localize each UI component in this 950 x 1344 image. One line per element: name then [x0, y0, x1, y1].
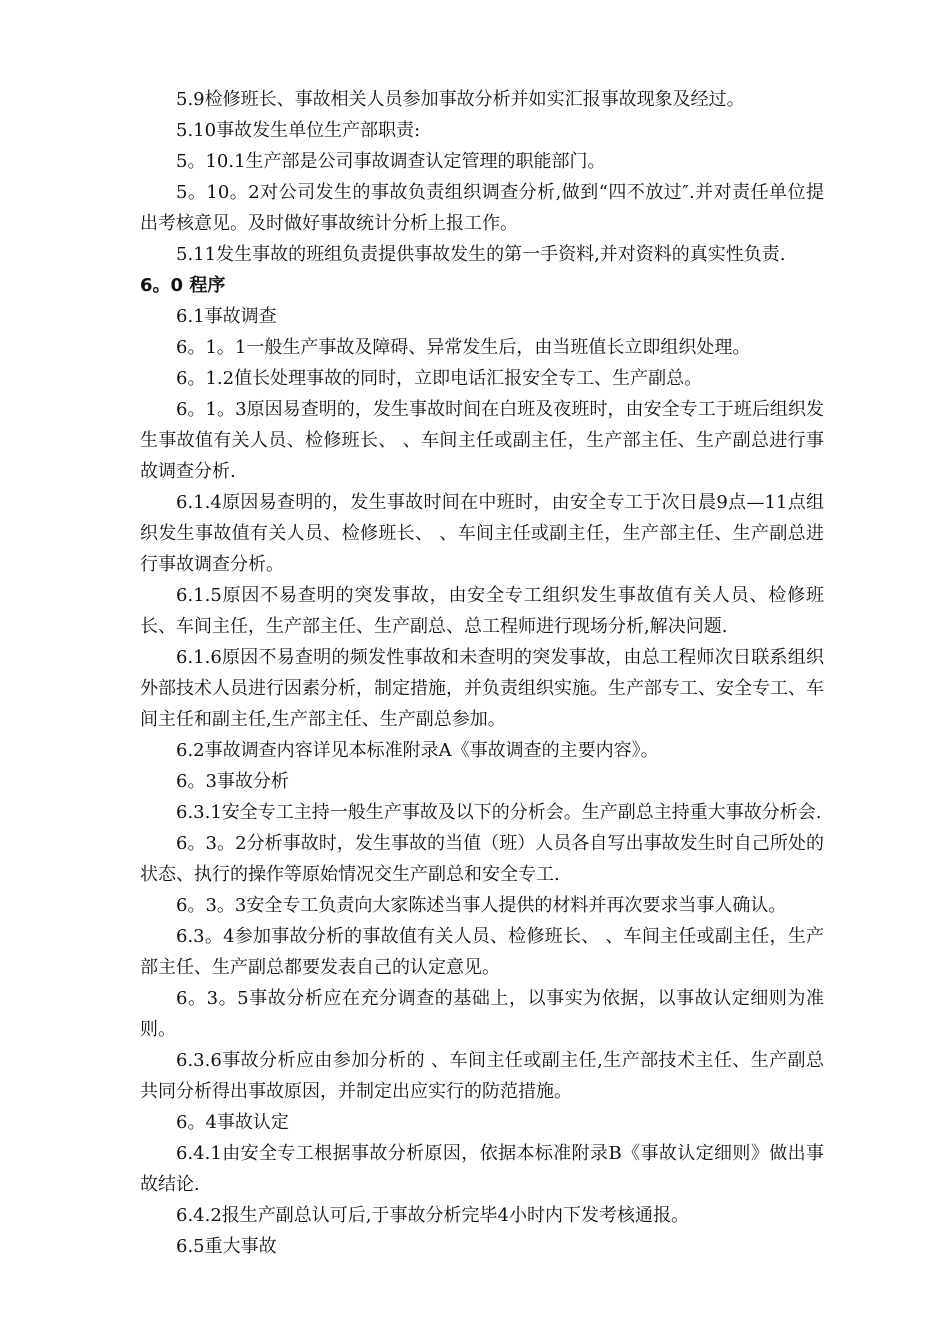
paragraph-6-1-2: 6。1.2值长处理事故的同时，立即电话汇报安全专工、生产副总。: [176, 368, 703, 389]
paragraph-6-4-1: 6.4.1由安全专工根据事故分析原因，依据本标准附录B《事故认定细则》做出事故结论.: [140, 1143, 824, 1195]
paragraph-6-1: 6.1事故调查: [176, 306, 277, 327]
paragraph-6-2: 6.2事故调查内容详见本标准附录A《事故调查的主要内容》。: [176, 740, 659, 761]
paragraph-6-1-4: 6.1.4原因易查明的，发生事故时间在中班时，由安全专工于次日晨9点—11点组织发生事故值有关人员、检修班长、 、车间主任或副主任，生产部主任、生产副总进行事故调查分析。: [140, 492, 824, 575]
paragraph-6-1-5: 6.1.5原因不易查明的突发事故，由安全专工组织发生事故值有关人员、检修班长、车间主任，生产部主任、生产副总、总工程师进行现场分析,解决问题.: [140, 585, 824, 637]
paragraph-6-3-4: 6.3。4参加事故分析的事故值有关人员、检修班长、 、车间主任或副主任，生产部主任、生产副总都要发表自己的认定意见。: [140, 926, 824, 978]
paragraph-5-10: 5.10事故发生单位生产部职责:: [176, 120, 421, 141]
paragraph-5-10-2: 5。10。2对公司发生的事故负责组织调查分析,做到“四不放过″.并对责任单位提出考核意见。及时做好事故统计分析上报工作。: [140, 182, 824, 234]
paragraph-5-10-1: 5。10.1生产部是公司事故调查认定管理的职能部门。: [176, 151, 606, 172]
paragraph-6-3-5: 6。3。5事故分析应在充分调查的基础上，以事实为依据，以事故认定细则为准则。: [140, 988, 824, 1040]
paragraph-6-4-2: 6.4.2报生产副总认可后,于事故分析完毕4小时内下发考核通报。: [176, 1205, 689, 1226]
section-heading-procedure: 6。0 程序: [140, 275, 226, 296]
paragraph-6-3-3: 6。3。3安全专工负责向大家陈述当事人提供的材料并再次要求当事人确认。: [176, 895, 787, 916]
document-body: [140, 84, 824, 1262]
paragraph-5-9: 5.9检修班长、事故相关人员参加事故分析并如实汇报事故现象及经过。: [176, 89, 745, 110]
paragraph-6-1-6: 6.1.6原因不易查明的频发性事故和未查明的突发事故，由总工程师次日联系组织外部技术人员进行因素分析，制定措施，并负责组织实施。生产部专工、安全专工、车间主任和副主任,生产部主任、生产副总参加。: [140, 647, 824, 730]
paragraph-6-1-3: 6。1。3原因易查明的，发生事故时间在白班及夜班时，由安全专工于班后组织发生事故值有关人员、检修班长、 、车间主任或副主任，生产部主任、生产副总进行事故调查分析.: [140, 399, 824, 482]
paragraph-6-5: 6.5重大事故: [176, 1236, 277, 1257]
paragraph-6-3: 6。3事故分析: [176, 771, 289, 792]
paragraph-6-1-1: 6。1。1一般生产事故及障碍、异常发生后，由当班值长立即组织处理。: [176, 337, 751, 358]
paragraph-5-11: 5.11发生事故的班组负责提供事故发生的第一手资料,并对资料的真实性负责.: [176, 244, 786, 265]
paragraph-6-3-2: 6。3。2分析事故时，发生事故的当值（班）人员各自写出事故发生时自己所处的状态、执行的操作等原始情况交生产副总和安全专工.: [140, 833, 824, 885]
paragraph-6-3-6: 6.3.6事故分析应由参加分析的 、车间主任或副主任,生产部技术主任、生产副总共同分析得出事故原因，并制定出应实行的防范措施。: [140, 1050, 824, 1102]
paragraph-6-4: 6。4事故认定: [176, 1112, 289, 1133]
paragraph-6-3-1: 6.3.1安全专工主持一般生产事故及以下的分析会。生产副总主持重大事故分析会.: [176, 802, 822, 823]
